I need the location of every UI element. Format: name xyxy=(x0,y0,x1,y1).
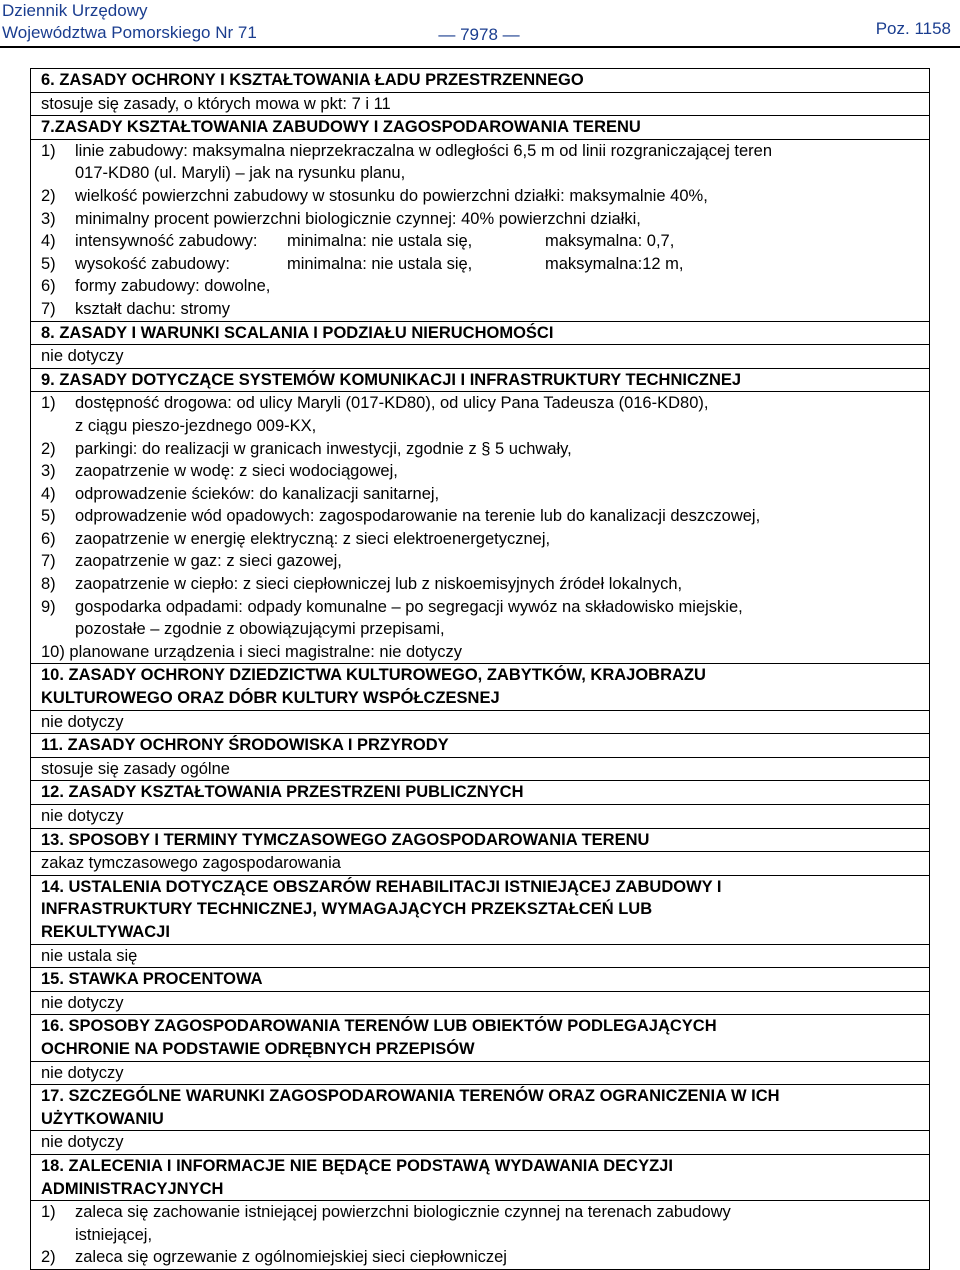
list-text: zaleca się zachowanie istniejącej powierzchni biologicznie czynnej na terenach zabudowy xyxy=(75,1203,731,1222)
list-text: istniejącej, xyxy=(75,1225,153,1244)
section-7 xyxy=(31,116,929,321)
section-body: stosuje się zasady ogólne xyxy=(41,759,230,778)
list-text: odprowadzenie ścieków: do kanalizacji sanitarnej, xyxy=(75,484,440,503)
list-item xyxy=(41,208,923,231)
section-12 xyxy=(31,781,929,828)
section-title xyxy=(31,664,929,710)
header-divider xyxy=(0,46,960,48)
section-title: 13. SPOSOBY I TERMINY TYMCZASOWEGO ZAGOSPODAROWANIA TERENU xyxy=(31,829,929,853)
section-14 xyxy=(31,876,929,968)
section-body: nie dotyczy xyxy=(41,1063,124,1082)
section-title: 15. STAWKA PROCENTOWA xyxy=(31,968,929,992)
list-text: zaopatrzenie w energię elektryczną: z sieci elektroenergetycznej, xyxy=(75,529,551,548)
list-text: pozostałe – zgodnie z obowiązującymi przepisami, xyxy=(75,620,445,639)
list-text: intensywność zabudowy: xyxy=(75,232,258,251)
list-item xyxy=(41,460,923,483)
section-body: stosuje się zasady, o których mowa w pkt: 7 i 11 xyxy=(41,94,391,113)
list-number: 4) xyxy=(41,232,56,251)
list-item xyxy=(41,596,923,641)
section-title: 12. ZASADY KSZTAŁTOWANIA PRZESTRZENI PUBLICZNYCH xyxy=(31,781,929,805)
list-text: minimalna: nie ustala się, xyxy=(287,232,473,251)
list-number: 6) xyxy=(41,529,56,548)
list-text: odprowadzenie wód opadowych: zagospodarowanie na terenie lub do kanalizacji deszczowej, xyxy=(75,507,761,526)
section-title-line: OCHRONIE NA PODSTAWIE ODRĘBNYCH PRZEPISÓW xyxy=(41,1039,475,1058)
list-number: 9) xyxy=(41,597,56,616)
section-body: zakaz tymczasowego zagospodarowania xyxy=(41,854,341,873)
list-item xyxy=(41,505,923,528)
list-number: 1) xyxy=(41,1203,56,1222)
section-body: nie dotyczy xyxy=(41,993,124,1012)
section-title-line: UŻYTKOWANIU xyxy=(41,1109,164,1128)
section-title xyxy=(31,1155,929,1201)
section-title-line: INFRASTRUKTURY TECHNICZNEJ, WYMAGAJĄCYCH PRZEKSZTAŁCEŃ LUB xyxy=(41,900,653,919)
list-text: gospodarka odpadami: odpady komunalne – po segregacji wywóz na składowisko miejskie, xyxy=(75,597,743,616)
list-number: 5) xyxy=(41,507,56,526)
list-number: 5) xyxy=(41,254,56,273)
list-item xyxy=(41,483,923,506)
list-text: zaopatrzenie w gaz: z sieci gazowej, xyxy=(75,552,342,571)
list-text: kształt dachu: stromy xyxy=(75,299,230,318)
list-text: zaopatrzenie w ciepło: z sieci ciepłowniczej lub z niskoemisyjnych źródeł lokalnych, xyxy=(75,575,683,594)
list-number: 2) xyxy=(41,186,56,205)
regulation-table xyxy=(30,68,930,1270)
section-title: 9. ZASADY DOTYCZĄCE SYSTEMÓW KOMUNIKACJI I INFRASTRUKTURY TECHNICZNEJ xyxy=(31,369,929,393)
list-number: 1) xyxy=(41,394,56,413)
list-item xyxy=(41,275,923,298)
section-17 xyxy=(31,1085,929,1155)
list-item xyxy=(41,185,923,208)
section-9 xyxy=(31,369,929,665)
section-title-line: ADMINISTRACYJNYCH xyxy=(41,1179,224,1198)
section-11 xyxy=(31,734,929,781)
list-text: linie zabudowy: maksymalna nieprzekraczalna w odległości 6,5 m od linii rozgraniczającej teren xyxy=(75,141,773,160)
list-number: 2) xyxy=(41,1248,56,1267)
journal-title xyxy=(2,0,257,44)
list-text: minimalny procent powierzchni biologicznie czynnej: 40% powierzchni działki, xyxy=(75,209,641,228)
section-body: nie dotyczy xyxy=(41,807,124,825)
list-number: 8) xyxy=(41,575,56,594)
section-title-line: REKULTYWACJI xyxy=(41,922,170,941)
section-16 xyxy=(31,1015,929,1085)
section-title xyxy=(31,1015,929,1061)
list-text: maksymalna: 0,7, xyxy=(545,232,675,251)
list-text: wysokość zabudowy: xyxy=(75,254,230,273)
section-body xyxy=(31,392,929,663)
list-text: z ciągu pieszo-jezdnego 009-KX, xyxy=(75,416,317,435)
section-8 xyxy=(31,322,929,369)
list-text: wielkość powierzchni zabudowy w stosunku do powierzchni działki: maksymalnie 40%, xyxy=(75,186,708,205)
section-6 xyxy=(31,69,929,116)
list-text: parkingi: do realizacji w granicach inwestycji, zgodnie z § 5 uchwały, xyxy=(75,439,572,458)
list-text: dostępność drogowa: od ulicy Maryli (017-KD80), od ulicy Pana Tadeusza (016-KD80), xyxy=(75,394,709,413)
list-text: zaleca się ogrzewanie z ogólnomiejskiej sieci ciepłowniczej xyxy=(75,1248,507,1267)
section-15 xyxy=(31,968,929,1015)
list-number: 2) xyxy=(41,439,56,458)
section-body: nie dotyczy xyxy=(41,1133,124,1152)
section-title: 7.ZASADY KSZTAŁTOWANIA ZABUDOWY I ZAGOSPODAROWANIA TERENU xyxy=(31,116,929,140)
section-title: 6. ZASADY OCHRONY I KSZTAŁTOWANIA ŁADU PRZESTRZENNEGO xyxy=(31,69,929,93)
section-18 xyxy=(31,1155,929,1269)
page-header xyxy=(0,0,960,48)
section-title-line: 16. SPOSOBY ZAGOSPODAROWANIA TERENÓW LUB OBIEKTÓW PODLEGAJĄCYCH xyxy=(41,1017,717,1036)
list-item xyxy=(41,438,923,461)
section-13 xyxy=(31,829,929,876)
list-text: minimalna: nie ustala się, xyxy=(287,254,473,273)
journal-title-line1: Dziennik Urzędowy xyxy=(2,1,148,20)
section-body: nie ustala się xyxy=(41,946,138,965)
list-item xyxy=(41,253,923,276)
list-item xyxy=(41,573,923,596)
section-title xyxy=(31,1085,929,1131)
section-title xyxy=(31,876,929,945)
section-body: nie dotyczy xyxy=(41,712,124,731)
list-number: 7) xyxy=(41,552,56,571)
list-item: 10) planowane urządzenia i sieci magistralne: nie dotyczy xyxy=(41,642,462,661)
section-10 xyxy=(31,664,929,734)
section-body xyxy=(31,1201,929,1269)
page-number: — 7978 — xyxy=(438,25,520,44)
position-number: Poz. 1158 xyxy=(875,19,951,38)
section-body xyxy=(31,140,929,321)
section-title-line: 17. SZCZEGÓLNE WARUNKI ZAGOSPODAROWANIA TERENÓW ORAZ OGRANICZENIA W ICH xyxy=(41,1087,780,1106)
list-text: 017-KD80 (ul. Maryli) – jak na rysunku planu, xyxy=(75,164,406,183)
list-text: zaopatrzenie w wodę: z sieci wodociągowej, xyxy=(75,462,398,481)
section-title-line: KULTUROWEGO ORAZ DÓBR KULTURY WSPÓŁCZESNEJ xyxy=(41,689,500,708)
section-title-line: 10. ZASADY OCHRONY DZIEDZICTWA KULTUROWEGO, ZABYTKÓW, KRAJOBRAZU xyxy=(41,666,706,685)
list-item xyxy=(41,1246,923,1269)
list-item xyxy=(41,550,923,573)
section-body: nie dotyczy xyxy=(41,347,124,366)
list-number: 1) xyxy=(41,141,56,160)
list-number: 6) xyxy=(41,277,56,296)
journal-title-line2: Województwa Pomorskiego Nr 71 xyxy=(2,23,257,42)
list-number: 4) xyxy=(41,484,56,503)
list-text: maksymalna:12 m, xyxy=(545,254,684,273)
section-title-line: 18. ZALECENIA I INFORMACJE NIE BĘDĄCE PODSTAWĄ WYDAWANIA DECYZJI xyxy=(41,1156,673,1175)
section-title: 8. ZASADY I WARUNKI SCALANIA I PODZIAŁU NIERUCHOMOŚCI xyxy=(31,322,929,346)
list-number: 7) xyxy=(41,299,56,318)
list-item xyxy=(41,230,923,253)
list-item xyxy=(41,528,923,551)
list-text: formy zabudowy: dowolne, xyxy=(75,277,271,296)
list-number: 3) xyxy=(41,209,56,228)
list-item xyxy=(41,298,923,321)
section-title: 11. ZASADY OCHRONY ŚRODOWISKA I PRZYRODY xyxy=(31,734,929,758)
list-number: 3) xyxy=(41,462,56,481)
list-item xyxy=(41,392,923,437)
list-item xyxy=(41,1201,923,1246)
list-item xyxy=(41,140,923,185)
section-title-line: 14. USTALENIA DOTYCZĄCE OBSZARÓW REHABILITACJI ISTNIEJĄCEJ ZABUDOWY I xyxy=(41,877,722,896)
